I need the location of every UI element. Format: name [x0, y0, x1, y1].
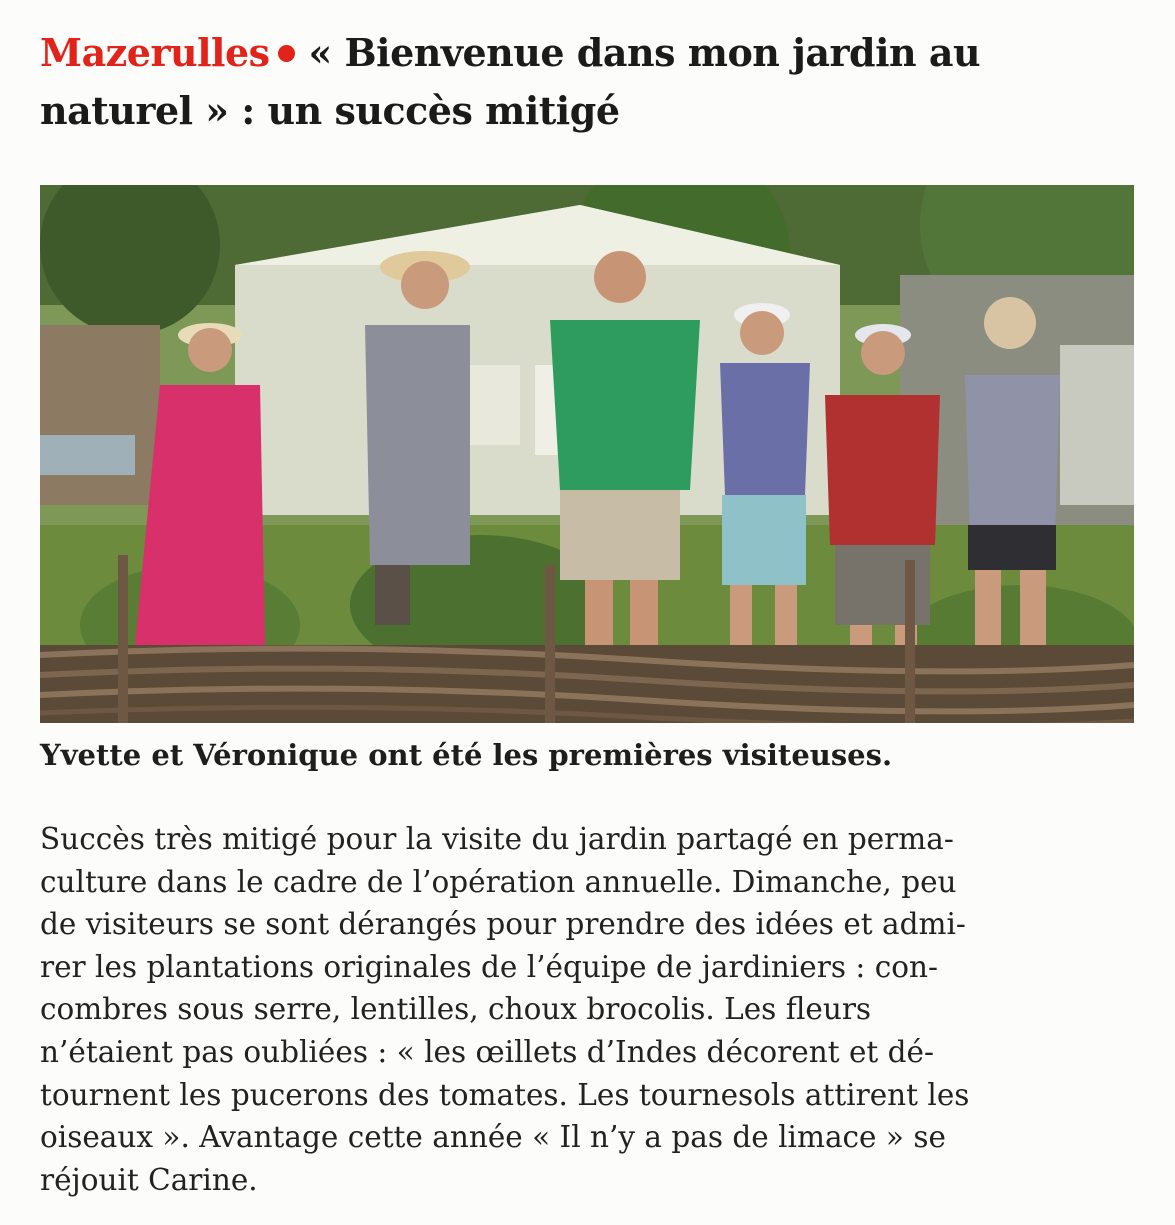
body-line: réjouit Carine.	[40, 1162, 258, 1197]
photo-caption: Yvette et Véronique ont été les premières visiteuses.	[40, 738, 893, 772]
body-line: oiseaux ». Avantage cette année « Il n’y a pas de limace » se	[40, 1120, 946, 1155]
body-line: Succès très mitigé pour la visite du jardin partagé en perma-	[40, 822, 954, 856]
headline	[40, 24, 1100, 140]
red-bullet-icon	[278, 45, 295, 62]
article-body	[40, 818, 1130, 1201]
headline-text: « Bienvenue dans mon jardin au naturel » : un succès mitigé	[40, 30, 981, 133]
body-line: tournent les pucerons des tomates. Les tournesols attirent les	[40, 1077, 970, 1112]
article-photo	[40, 185, 1134, 723]
body-line: n’étaient pas oubliées : « les œillets d’Indes décorent et dé-	[40, 1034, 934, 1069]
body-line: combres sous serre, lentilles, choux brocolis. Les fleurs	[40, 992, 872, 1027]
body-line: rer les plantations originales de l’équipe de jardiniers : con-	[40, 949, 938, 984]
body-line: culture dans le cadre de l’opération annuelle. Dimanche, peu	[40, 864, 957, 899]
body-line: de visiteurs se sont dérangés pour prendre des idées et admi-	[40, 907, 966, 942]
kicker-location: Mazerulles	[40, 30, 270, 75]
